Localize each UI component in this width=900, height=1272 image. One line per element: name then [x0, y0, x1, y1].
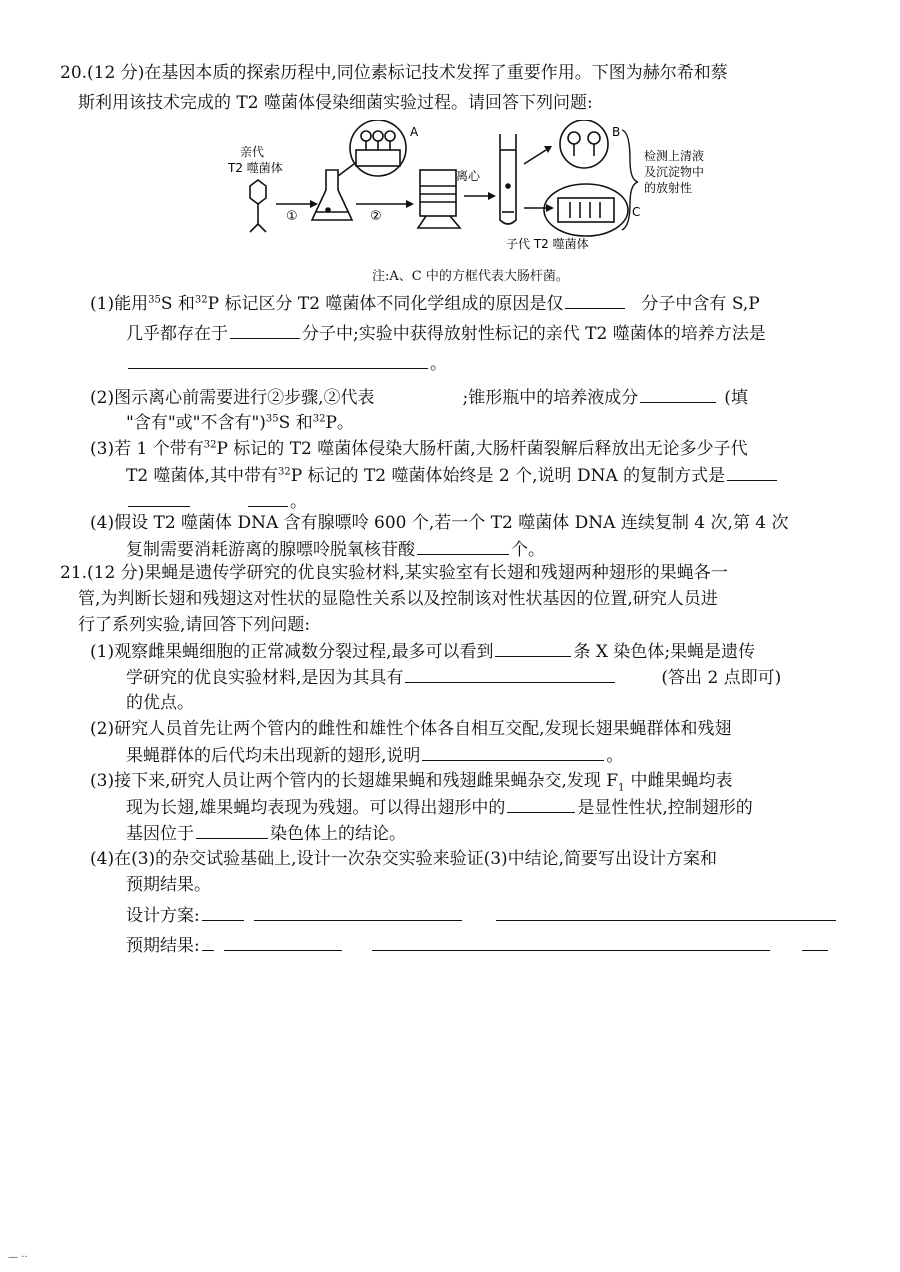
q21-p2-line1: (2)研究人员首先让两个管内的雌性和雄性个体各自相互交配,发现长翅果蝇群体和残翅: [90, 719, 732, 739]
q20-p4-line2: 复制需要消耗游离的腺嘌呤脱氧核苷酸 个。: [126, 540, 545, 560]
answer-blank: [248, 490, 288, 507]
q21-p1-line1: (1)观察雌果蝇细胞的正常减数分裂过程,最多可以看到 条 X 染色体;果蝇是遗传: [90, 642, 756, 662]
t2-phage-experiment-diagram: [228, 120, 708, 260]
q20-p1-line2: 几乎都存在于 分子中;实验中获得放射性标记的亲代 T2 噬菌体的培养方法是: [126, 324, 766, 344]
step2-label: ②: [370, 209, 382, 224]
parent-label-1: 亲代: [240, 145, 265, 159]
answer-blank: [727, 464, 777, 481]
q21-line2: 管,为判断长翅和残翅这对性状的显隐性关系以及控制该对性状基因的位置,研究人员进: [78, 589, 718, 609]
ellipse-c-sediment: [544, 184, 628, 236]
answer-blank: [372, 934, 770, 951]
answer-blank: [496, 904, 836, 921]
q20-p4-line1: (4)假设 T2 噬菌体 DNA 含有腺嘌呤 600 个,若一个 T2 噬菌体 DNA 连续复制 4 次,第 4 次: [90, 513, 789, 533]
q21-p1-line3: 的优点。: [126, 693, 194, 713]
answer-blank: [507, 796, 575, 813]
q21-p4-line2: 预期结果。: [126, 875, 211, 895]
q21-line1: 21.(12 分)果蝇是遗传学研究的优良实验材料,某实验室有长翅和残翅两种翅形的果蝇各一: [60, 563, 728, 583]
offspring-label: 子代 T2 噬菌体: [506, 237, 589, 251]
q20-p3-line1: (3)若 1 个带有$^{32}$P 标记的 T2 噬菌体侵染大肠杆菌,大肠杆菌裂解后释放出无论多少子代: [90, 439, 748, 459]
diagram-caption: 注:A、C 中的方框代表大肠杆菌。: [372, 269, 569, 284]
q21-p2-line2: 果蝇群体的后代均未出现新的翅形,说明 。: [126, 746, 624, 766]
answer-blank: [495, 640, 571, 657]
flask-icon: [312, 170, 352, 220]
step1-label: ①: [286, 209, 298, 224]
q21-p3-line3: 基因位于 染色体上的结论。: [126, 824, 406, 844]
q20-p1-line3: 。: [126, 352, 447, 375]
answer-blank: [230, 322, 300, 339]
centrifuge-label: 离心: [456, 169, 481, 183]
detect-label-2: 及沉淀物中: [644, 165, 705, 179]
q21-expect-line: 预期结果:: [126, 934, 830, 957]
answer-blank: [202, 934, 214, 951]
q21-p4-line1: (4)在(3)的杂交试验基础上,设计一次杂交实验来验证(3)中结论,简要写出设计方案和: [90, 849, 718, 869]
q20-p3-line3: 。: [126, 490, 307, 513]
answer-blank: [202, 904, 244, 921]
answer-blank: [640, 386, 716, 403]
q21-line3: 行了系列实验,请回答下列问题:: [78, 615, 311, 635]
beaker-icon: [418, 170, 460, 228]
test-tube-icon: [500, 134, 516, 224]
circle-a-infection: [338, 120, 406, 176]
q21-design-line: 设计方案:: [126, 904, 838, 927]
detect-label-3: 的放射性: [644, 181, 693, 195]
answer-blank: [254, 904, 462, 921]
q20-p2-line2: "含有"或"不含有")$^{35}$S 和$^{32}$P。: [126, 413, 354, 433]
label-a: A: [410, 125, 419, 139]
answer-blank: [224, 934, 342, 951]
parent-label-2: T2 噬菌体: [228, 161, 283, 175]
q20-line1: 20.(12 分)在基因本质的探索历程中,同位素标记技术发挥了重要作用。下图为赫尔希和蔡: [60, 63, 728, 83]
q20-p2-line1: (2)图示离心前需要进行②步骤,②代表 ;锥形瓶中的培养液成分 (填: [90, 388, 748, 408]
q21-p1-line2: 学研究的优良实验材料,是因为其具有 (答出 2 点即可): [126, 668, 782, 688]
footer-mark: — ··: [8, 1252, 28, 1263]
q21-p3-line2: 现为长翅,雄果蝇均表现为残翅。可以得出翅形中的 是显性性状,控制翅形的: [126, 798, 753, 818]
q20-line2: 斯利用该技术完成的 T2 噬菌体侵染细菌实验过程。请回答下列问题:: [78, 93, 593, 113]
circle-b-supernatant: [560, 120, 608, 168]
q20-p3-line2: T2 噬菌体,其中带有$^{32}$P 标记的 T2 噬菌体始终是 2 个,说明 DNA 的复制方式是: [126, 464, 779, 487]
detect-label-1: 检测上清液: [644, 149, 705, 163]
label-c: C: [632, 205, 641, 219]
q21-p3-line1: (3)接下来,研究人员让两个管内的长翅雄果蝇和残翅雌果蝇杂交,发现 $F_1$ 中雌果蝇均表: [90, 771, 733, 794]
q20-p1-line1: (1)能用$^{35}$S 和$^{32}$P 标记区分 T2 噬菌体不同化学组成的原因是仅 分子中含有 S,P: [90, 294, 760, 314]
answer-blank: [565, 292, 625, 309]
label-b: B: [612, 125, 621, 139]
answer-blank: [417, 538, 509, 555]
answer-blank: [405, 666, 615, 683]
answer-blank: [128, 352, 428, 369]
phage-icon: [250, 180, 266, 232]
answer-blank: [802, 934, 828, 951]
answer-blank: [128, 490, 190, 507]
answer-blank: [196, 822, 268, 839]
answer-blank: [422, 744, 604, 761]
